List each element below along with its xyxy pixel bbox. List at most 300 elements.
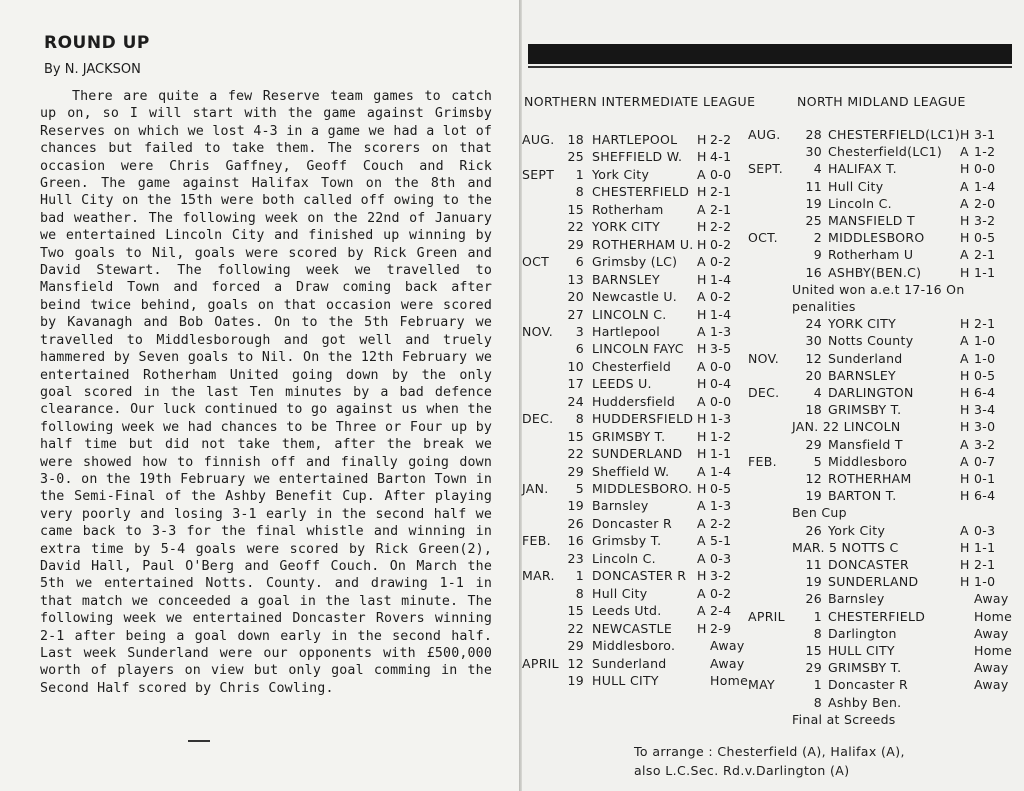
fixture-day: 24 — [805, 316, 822, 332]
fixture-note: JAN. 22 LINCOLN — [792, 419, 901, 435]
fixture-opponent: Doncaster R — [828, 677, 908, 693]
fixture-venue: H — [697, 132, 707, 147]
fixture-venue: A — [697, 393, 706, 409]
fixture-opponent: GRIMSBY T. — [828, 402, 902, 418]
fixture-row — [748, 213, 1018, 230]
fixture-result: 0-2 — [710, 236, 732, 252]
fixture-day: 29 — [805, 436, 822, 452]
fixture-venue: H — [960, 471, 970, 486]
nml-heading: NORTH MIDLAND LEAGUE — [797, 94, 966, 109]
fixture-day: 19 — [805, 488, 822, 504]
fixture-opponent: York City — [828, 522, 886, 538]
fixture-opponent: Sunderland — [592, 655, 667, 671]
fixture-month: NOV. — [748, 350, 780, 366]
fixture-result: 1-4 — [710, 271, 732, 287]
fixture-opponent: DARLINGTON — [828, 385, 914, 400]
fixture-result: Away — [974, 625, 1009, 641]
fixture-result: Home — [974, 608, 1013, 624]
fixture-venue: H — [960, 367, 970, 383]
fixture-venue: H — [697, 271, 707, 287]
fixture-row — [522, 272, 752, 289]
fixture-row — [748, 230, 1018, 247]
fixture-day: 17 — [567, 376, 584, 392]
fixture-day: 8 — [813, 625, 822, 641]
fixture-venue: H — [697, 481, 707, 496]
fixture-note: Ben Cup — [792, 505, 847, 521]
fixture-row — [522, 167, 752, 184]
fixture-venue: A — [697, 358, 706, 374]
fixture-row — [522, 254, 752, 271]
fixture-row — [748, 540, 1018, 557]
fixture-day: 3 — [575, 323, 584, 339]
fixture-row — [522, 429, 752, 446]
header-rule — [528, 66, 1012, 68]
fixture-venue: H — [697, 568, 707, 584]
fixture-opponent: Hull City — [828, 178, 884, 194]
fixture-row — [522, 551, 752, 568]
fixture-result: 0-2 — [710, 585, 732, 601]
fixture-result: Away — [710, 655, 745, 671]
fixture-opponent: LEEDS U. — [592, 376, 652, 392]
fixture-result: Home — [974, 643, 1013, 658]
fixture-result: 2-1 — [974, 247, 996, 263]
fixture-opponent: SHEFFIELD W. — [592, 149, 683, 165]
fixture-day: 19 — [805, 195, 822, 211]
fixture-opponent: Sheffield W. — [592, 463, 670, 479]
fixture-day: 25 — [567, 149, 584, 165]
fixture-result: 1-4 — [974, 178, 996, 194]
fixture-day: 23 — [567, 550, 584, 566]
fixture-row — [748, 523, 1018, 540]
fixture-row — [748, 454, 1018, 471]
fixture-row — [748, 609, 1018, 626]
fixture-row — [748, 127, 1018, 144]
article-title: ROUND UP — [44, 33, 150, 53]
fixture-result: 0-5 — [974, 367, 996, 383]
fixture-result: 1-0 — [974, 574, 996, 590]
fixture-result: Away — [710, 638, 745, 654]
fixture-venue: H — [697, 428, 707, 444]
fixture-day: 30 — [805, 144, 822, 160]
fixture-row — [522, 341, 752, 358]
fixture-day: 12 — [805, 471, 822, 486]
fixture-row — [748, 712, 1018, 729]
fixture-opponent: Mansfield T — [828, 436, 903, 452]
fixture-result: 1-1 — [974, 264, 996, 280]
fixture-row — [522, 132, 752, 149]
fixture-day: 15 — [567, 428, 584, 444]
fixture-opponent: HARTLEPOOL — [592, 132, 678, 147]
fixture-opponent: LINCOLN FAYC — [592, 341, 684, 357]
fixture-day: 29 — [805, 660, 822, 676]
fixture-venue: H — [960, 316, 970, 332]
fixture-row — [748, 643, 1018, 660]
fixture-day: 25 — [805, 213, 822, 228]
fixture-day: 6 — [575, 341, 584, 357]
fixture-venue: H — [697, 411, 707, 427]
fixture-opponent: ROTHERHAM U. — [592, 236, 694, 252]
fixture-opponent: BARTON T. — [828, 488, 897, 504]
fixture-venue: A — [697, 603, 706, 619]
fixture-row — [748, 591, 1018, 608]
fixture-row — [522, 289, 752, 306]
fixture-venue: A — [697, 533, 706, 549]
fixture-month: APRIL — [748, 608, 785, 624]
fixture-day: 11 — [805, 178, 822, 194]
fixture-row — [748, 368, 1018, 385]
fixture-opponent: LINCOLN C. — [592, 306, 667, 322]
fixture-row — [522, 464, 752, 481]
fixture-venue: A — [960, 350, 969, 366]
fixture-day: 18 — [567, 132, 584, 147]
fixture-day: 12 — [567, 655, 584, 671]
fixture-day: 1 — [813, 608, 822, 624]
fixture-row — [522, 184, 752, 201]
fixture-month: DEC. — [748, 385, 780, 400]
to-arrange-line-1: To arrange : Chesterfield (A), Halifax (A), — [634, 744, 905, 759]
fixture-result: 1-4 — [710, 306, 732, 322]
fixture-row — [748, 419, 1018, 436]
fixture-day: 22 — [567, 219, 584, 235]
fixture-result: Home — [710, 672, 749, 688]
fixture-row — [748, 557, 1018, 574]
fixture-row — [748, 660, 1018, 677]
fixture-venue: A — [960, 333, 969, 349]
article-byline: By N. JACKSON — [44, 62, 141, 77]
fixture-month: FEB. — [748, 453, 777, 469]
fixture-day: 20 — [567, 289, 584, 305]
fixture-row — [748, 574, 1018, 591]
fixture-opponent: HALIFAX T. — [828, 161, 897, 177]
fixture-result: 3-2 — [974, 213, 996, 228]
fixture-venue: A — [960, 436, 969, 452]
fixture-opponent: York City — [592, 166, 650, 182]
fixture-venue: A — [960, 522, 969, 538]
fixture-month: MAR. — [522, 568, 555, 584]
fixture-result: 3-2 — [974, 436, 996, 452]
fixture-opponent: HULL CITY — [828, 643, 895, 658]
fixture-venue: A — [697, 166, 706, 182]
fixture-result: 0-3 — [974, 522, 996, 538]
fixture-venue: A — [697, 254, 706, 270]
fixture-day: 10 — [567, 358, 584, 374]
fixture-opponent: Hull City — [592, 585, 648, 601]
fixture-day: 8 — [575, 411, 584, 427]
fixture-result: Away — [974, 660, 1009, 676]
fixture-result: Away — [974, 677, 1009, 693]
fixture-result: 5-1 — [710, 533, 732, 549]
fixture-day: 19 — [805, 574, 822, 590]
nil-heading: NORTHERN INTERMEDIATE LEAGUE — [524, 94, 756, 109]
fixture-day: 6 — [575, 254, 584, 270]
fixture-month: JAN. — [522, 481, 549, 496]
fixture-result: 6-4 — [974, 385, 996, 400]
fixture-row — [748, 437, 1018, 454]
fixture-row — [522, 376, 752, 393]
fixture-opponent: Notts County — [828, 333, 914, 349]
fixture-day: 8 — [813, 694, 822, 710]
fixture-row — [522, 481, 752, 498]
fixture-row — [522, 568, 752, 585]
to-arrange-note — [634, 742, 905, 780]
fixture-row — [522, 516, 752, 533]
fixture-row — [748, 488, 1018, 505]
fixture-day: 16 — [805, 264, 822, 280]
fixture-venue: H — [960, 385, 970, 400]
fixture-opponent: Grimsby T. — [592, 533, 662, 549]
fixture-venue: A — [960, 453, 969, 469]
fixture-result: 0-5 — [974, 230, 996, 246]
fixture-opponent: NEWCASTLE — [592, 620, 673, 636]
fixture-note: Final at Screeds — [792, 711, 896, 727]
end-rule — [188, 740, 210, 742]
fixture-venue: H — [697, 620, 707, 636]
fixture-month: SEPT — [522, 166, 555, 182]
fixture-day: 19 — [567, 672, 584, 688]
fixture-venue: A — [697, 463, 706, 479]
fixture-venue: H — [960, 264, 970, 280]
fixture-row — [522, 324, 752, 341]
fixture-row — [748, 695, 1018, 712]
fixture-result: 0-0 — [710, 166, 732, 182]
fixture-day: 12 — [805, 350, 822, 366]
fixture-day: 4 — [813, 161, 822, 177]
fixture-month: MAY — [748, 677, 775, 693]
fixture-row — [748, 333, 1018, 350]
fixture-row — [748, 505, 1018, 522]
fixture-result: 3-4 — [974, 402, 996, 418]
fixture-day: 15 — [567, 603, 584, 619]
fixture-day: 29 — [567, 638, 584, 654]
fixture-result: 0-7 — [974, 453, 996, 469]
fixture-opponent: Chesterfield — [592, 358, 672, 374]
fixture-day: 18 — [805, 402, 822, 418]
fixture-venue: A — [697, 201, 706, 217]
fixture-month: NOV. — [522, 323, 554, 339]
fixture-day: 26 — [805, 591, 822, 607]
fixture-venue: H — [960, 419, 970, 435]
fixture-day: 5 — [813, 453, 822, 469]
fixture-row — [522, 237, 752, 254]
fixture-venue: H — [697, 341, 707, 357]
fixture-row — [522, 656, 752, 673]
fixture-row — [522, 603, 752, 620]
fixture-row — [748, 265, 1018, 282]
fixture-result: 1-0 — [974, 333, 996, 349]
fixture-day: 29 — [567, 236, 584, 252]
fixture-day: 15 — [805, 643, 822, 658]
fixture-row — [522, 394, 752, 411]
fixture-day: 22 — [567, 620, 584, 636]
header-bar — [528, 44, 1012, 64]
fixture-opponent: HULL CITY — [592, 672, 659, 688]
fixture-result: 0-0 — [710, 358, 732, 374]
fixture-day: 19 — [567, 498, 584, 514]
fixture-row — [522, 359, 752, 376]
fixture-result: 0-1 — [974, 471, 996, 486]
fixture-result: 0-3 — [710, 550, 732, 566]
fixture-opponent: BARNSLEY — [828, 367, 896, 383]
fixture-result: 1-3 — [710, 498, 732, 514]
fixture-result: 1-1 — [710, 446, 732, 462]
fixture-row — [522, 498, 752, 515]
fixture-day: 28 — [805, 127, 822, 142]
fixture-day: 5 — [575, 481, 584, 496]
fixture-result: 1-3 — [710, 411, 732, 427]
fixture-opponent: MANSFIELD T — [828, 213, 915, 228]
fixture-day: 1 — [575, 166, 584, 182]
fixture-opponent: CHESTERFIELD — [828, 608, 926, 624]
fixture-note: MAR. 5 NOTTS C — [792, 539, 899, 555]
fixture-day: 30 — [805, 333, 822, 349]
fixture-opponent: YORK CITY — [592, 219, 661, 235]
fixture-day: 11 — [805, 557, 822, 572]
fixture-row — [748, 385, 1018, 402]
fixture-result: 3-1 — [974, 127, 996, 142]
fixture-result: 1-4 — [710, 463, 732, 479]
fixture-opponent: Lincoln C. — [592, 550, 656, 566]
fixture-opponent: Middlesboro. — [592, 638, 676, 654]
fixture-row — [522, 446, 752, 463]
fixture-row — [522, 673, 752, 690]
fixture-venue: H — [697, 376, 707, 392]
fixture-opponent: ASHBY(BEN.C) — [828, 264, 922, 280]
fixture-venue: H — [697, 306, 707, 322]
fixture-venue: H — [697, 236, 707, 252]
fixture-row — [748, 161, 1018, 178]
fixture-opponent: Sunderland — [828, 350, 903, 366]
fixture-venue: H — [697, 446, 707, 462]
fixture-opponent: GRIMSBY T. — [828, 660, 902, 676]
to-arrange-line-2: also L.C.Sec. Rd.v.Darlington (A) — [634, 763, 850, 778]
fixture-opponent: SUNDERLAND — [592, 446, 683, 462]
fixture-row — [748, 179, 1018, 196]
fixture-result: 0-4 — [710, 376, 732, 392]
fixture-venue: A — [960, 178, 969, 194]
fixture-row — [522, 307, 752, 324]
fixture-venue: H — [960, 488, 970, 504]
fixture-result: 6-4 — [974, 488, 996, 504]
fixture-result: 0-0 — [974, 161, 996, 177]
fixture-venue: H — [960, 230, 970, 246]
fixture-result: 2-1 — [710, 201, 732, 217]
fixture-venue: H — [697, 149, 707, 165]
fixture-venue: A — [697, 498, 706, 514]
fixture-venue: H — [697, 219, 707, 235]
fixture-row — [748, 626, 1018, 643]
fixture-opponent: Newcastle U. — [592, 289, 678, 305]
fixture-opponent: Barnsley — [592, 498, 649, 514]
fixture-venue: H — [960, 557, 970, 572]
fixture-venue: H — [960, 161, 970, 177]
fixture-note: United won a.e.t 17-16 On — [792, 281, 965, 297]
fixture-opponent: Doncaster R — [592, 515, 672, 531]
fixture-venue: H — [960, 574, 970, 590]
fixture-day: 24 — [567, 393, 584, 409]
fixture-result: 3-5 — [710, 341, 732, 357]
fixture-day: 20 — [805, 367, 822, 383]
fixture-day: 29 — [567, 463, 584, 479]
fixture-result: 0-2 — [710, 289, 732, 305]
fixture-result: 2-2 — [710, 219, 732, 235]
fixture-opponent: CHESTERFIELD — [592, 184, 690, 200]
fixture-day: 1 — [813, 677, 822, 693]
fixture-opponent: HUDDERSFIELD — [592, 411, 694, 427]
fixture-month: AUG. — [522, 132, 555, 147]
fixture-opponent: MIDDLESBORO — [828, 230, 925, 246]
fixture-opponent: DONCASTER — [828, 557, 909, 572]
fixture-venue: H — [960, 402, 970, 418]
fixture-result: 2-2 — [710, 515, 732, 531]
fixture-opponent: Barnsley — [828, 591, 885, 607]
fixture-venue: A — [960, 195, 969, 211]
fixture-day: 26 — [567, 515, 584, 531]
fixture-opponent: Ashby Ben. — [828, 694, 902, 710]
fixture-opponent: Chesterfield(LC1) — [828, 144, 943, 160]
fixture-opponent: Huddersfield — [592, 393, 676, 409]
fixture-opponent: GRIMSBY T. — [592, 428, 666, 444]
fixture-venue: H — [960, 539, 970, 555]
fixture-month: AUG. — [748, 127, 781, 142]
fixture-month: APRIL — [522, 655, 559, 671]
fixture-row — [522, 149, 752, 166]
fixture-day: 9 — [813, 247, 822, 263]
fixture-row — [748, 351, 1018, 368]
fixture-row — [748, 196, 1018, 213]
fixture-row — [748, 402, 1018, 419]
fixture-opponent: ROTHERHAM — [828, 471, 912, 486]
fixture-result: 3-2 — [710, 568, 732, 584]
fixture-venue: A — [697, 515, 706, 531]
fixture-result: 2-1 — [974, 316, 996, 332]
fixture-day: 15 — [567, 201, 584, 217]
fixture-result: 0-2 — [710, 254, 732, 270]
fixture-month: OCT — [522, 254, 550, 270]
fixture-row — [522, 621, 752, 638]
fixture-row — [522, 219, 752, 236]
fixture-note: penalities — [792, 299, 856, 314]
fixture-result: 1-0 — [974, 350, 996, 366]
fixture-venue: A — [960, 144, 969, 160]
fixture-month: OCT. — [748, 230, 778, 246]
fixture-day: 16 — [567, 533, 584, 549]
fixture-venue: H — [960, 213, 970, 228]
fixture-opponent: Leeds Utd. — [592, 603, 662, 619]
fixture-opponent: Lincoln C. — [828, 195, 892, 211]
fixture-opponent: SUNDERLAND — [828, 574, 919, 590]
fixture-opponent: Rotherham — [592, 201, 664, 217]
fixture-venue: A — [960, 247, 969, 263]
fixture-result: 2-1 — [974, 557, 996, 572]
fixture-opponent: Hartlepool — [592, 323, 660, 339]
fixture-row — [748, 471, 1018, 488]
fixture-venue: H — [960, 127, 970, 142]
fixture-result: 3-0 — [974, 419, 996, 435]
fixture-row — [522, 586, 752, 603]
fixture-opponent: Rotherham U — [828, 247, 914, 263]
fixture-opponent: Grimsby (LC) — [592, 254, 678, 270]
fixture-day: 27 — [567, 306, 584, 322]
fixture-row — [748, 299, 1018, 316]
fixture-result: 2-1 — [710, 184, 732, 200]
fixture-venue: H — [697, 184, 707, 200]
fixture-result: 1-3 — [710, 323, 732, 339]
fixture-month: DEC. — [522, 411, 554, 427]
fixture-venue: A — [697, 323, 706, 339]
fixture-result: 2-9 — [710, 620, 732, 636]
fixture-day: 26 — [805, 522, 822, 538]
fixture-day: 1 — [575, 568, 584, 584]
